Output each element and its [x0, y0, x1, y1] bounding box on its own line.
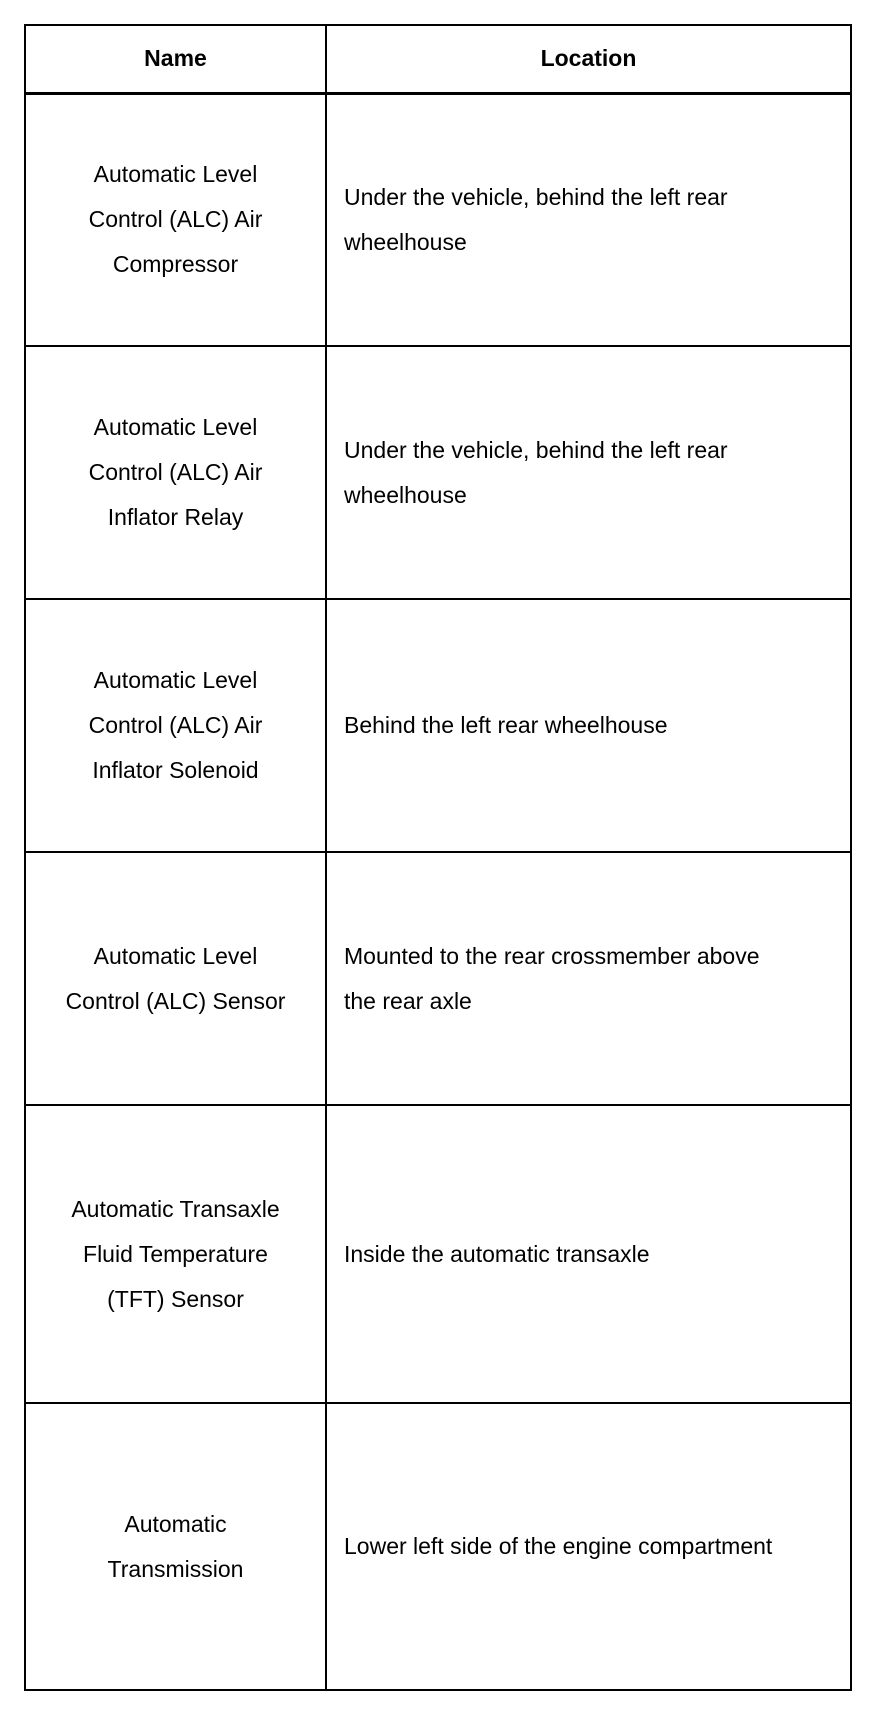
table-row	[25, 852, 851, 1105]
component-name-cell: Automatic Level Control (ALC) Air Compressor	[25, 93, 326, 346]
table-row	[25, 1403, 851, 1690]
component-name-cell: Automatic Level Control (ALC) Air Inflator Solenoid	[25, 599, 326, 852]
header-location: Location	[326, 25, 851, 93]
component-location-cell: Behind the left rear wheelhouse	[326, 599, 851, 852]
table-body	[25, 93, 851, 1690]
table-row	[25, 93, 851, 346]
table-row	[25, 599, 851, 852]
header-row	[25, 25, 851, 93]
component-name-cell: Automatic Transaxle Fluid Temperature (TFT) Sensor	[25, 1105, 326, 1403]
component-location-cell: Mounted to the rear crossmember above the rear axle	[326, 852, 851, 1105]
component-name-cell: Automatic Transmission	[25, 1403, 326, 1690]
component-name-cell: Automatic Level Control (ALC) Sensor	[25, 852, 326, 1105]
header-name: Name	[25, 25, 326, 93]
table-header	[25, 25, 851, 93]
component-location-table	[24, 24, 852, 1691]
component-location-cell: Lower left side of the engine compartment	[326, 1403, 851, 1690]
table-row	[25, 346, 851, 599]
component-location-cell: Inside the automatic transaxle	[326, 1105, 851, 1403]
component-location-cell: Under the vehicle, behind the left rear wheelhouse	[326, 346, 851, 599]
table-row	[25, 1105, 851, 1403]
component-location-cell: Under the vehicle, behind the left rear wheelhouse	[326, 93, 851, 346]
component-name-cell: Automatic Level Control (ALC) Air Inflator Relay	[25, 346, 326, 599]
